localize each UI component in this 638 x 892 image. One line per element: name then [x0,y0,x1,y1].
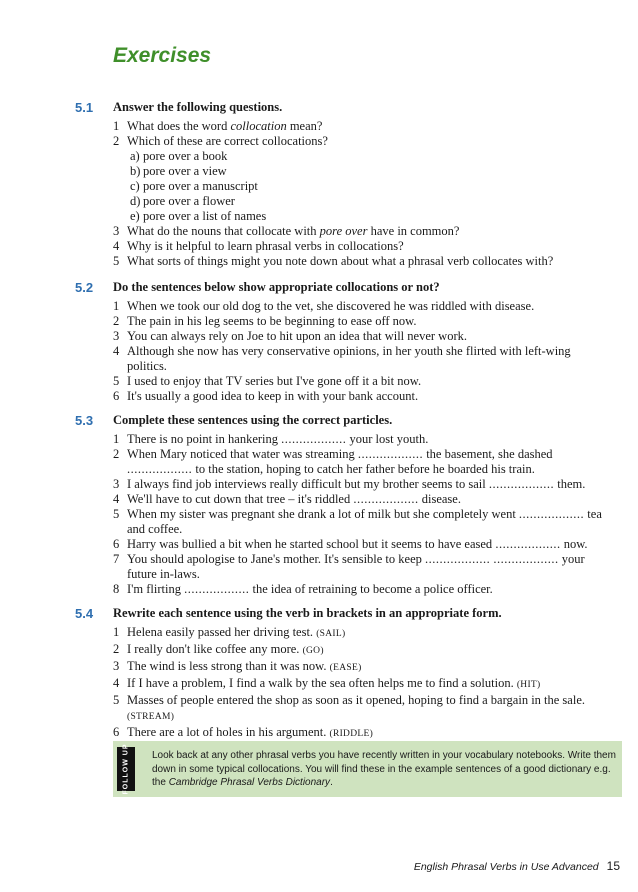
question-item: 6 Harry was bullied a bit when he started school but it seems to have eased .................. now. [113,537,588,551]
question-item: 6 It's usually a good idea to keep in with your bank account. [113,389,419,403]
question-item: 3 I always find job interviews really difficult but my brother seems to sail .................. them. [113,477,586,491]
page-title: Exercises [113,44,212,67]
question-item: 5 When my sister was pregnant she drank a lot of milk but she completely went .................. tea and coffee. [113,507,602,536]
question-item: 8 I'm flirting .................. the idea of retraining to become a police officer. [113,582,493,596]
page-footer [414,859,620,873]
follow-up-text: Look back at any other phrasal verbs you have recently written in your vocabulary notebooks. Write them down in some typical collocations. You will find these in the example sentences of a good dictionary e.g. the Cambridge Phrasal Verbs Dictionary. [152,750,616,788]
question-item: 5 Masses of people entered the shop as soon as it opened, hoping to find a bargain in the sale. (STREAM) [113,693,585,722]
follow-up-tab: FOLLOW UP [117,747,135,791]
question-item: 4 Although she now has very conservative opinions, in her youth she flirted with left-wing politics. [113,344,571,373]
exercise-number: 5.3 [75,413,94,428]
question-item: 7 You should apologise to Jane's mother. It's sensible to keep .................. .................. your future in-laws. [113,552,585,581]
answer-blank: .................. [127,462,193,476]
question-item: 3 You can always rely on Joe to hit upon an idea that will never work. [113,329,467,343]
answer-blank: .................. [353,492,419,506]
follow-up-box [113,741,622,797]
exercise-instruction: Rewrite each sentence using the verb in brackets in an appropriate form. [113,606,502,620]
verb-hint: (GO) [302,646,324,656]
question-item: 1 Helena easily passed her driving test. (SAIL) [113,625,346,639]
question-item: 2 Which of these are correct collocations? [113,134,328,148]
answer-blank: .................. [281,432,347,446]
exercise-number: 5.2 [75,280,94,295]
question-item: 5 I used to enjoy that TV series but I've gone off it a bit now. [113,374,422,388]
option-item: b) pore over a view [130,164,227,178]
book-title: English Phrasal Verbs in Use Advanced [413,861,599,873]
answer-blank: .................. [518,507,585,521]
answer-blank: .................. [493,552,559,566]
option-item: a) pore over a book [130,149,228,163]
question-item: 3 The wind is less strong than it was now. (EASE) [113,659,362,673]
exercise-instruction: Do the sentences below show appropriate collocations or not? [113,280,440,294]
question-item: 4 We'll have to cut down that tree – it's riddled .................. disease. [113,492,461,506]
question-item: 3 What do the nouns that collocate with pore over have in common? [113,224,460,238]
page-number: 15 [606,859,620,873]
question-item: 1 When we took our old dog to the vet, she discovered he was riddled with disease. [113,299,535,313]
exercise-number: 5.1 [75,100,94,115]
answer-blank: .................. [495,537,561,551]
question-item: 2 When Mary noticed that water was streaming .................. the basement, she dashed .................. to the station, hoping to catch her father before he boarded his train. [113,447,553,476]
answer-blank: .................. [488,477,555,491]
exercise-number: 5.4 [75,606,94,621]
option-item: c) pore over a manuscript [130,179,258,193]
question-item: 4 Why is it helpful to learn phrasal verbs in collocations? [113,239,404,253]
answer-blank: .................. [357,447,424,461]
answer-blank: .................. [425,552,491,566]
verb-hint: (HIT) [516,680,541,690]
verb-hint: (EASE) [329,663,362,673]
question-item: 4 If I have a problem, I find a walk by the sea often helps me to find a solution. (HIT) [113,676,541,690]
question-item: 5 What sorts of things might you note down about what a phrasal verb collocates with? [113,254,554,268]
answer-blank: .................. [184,582,250,596]
option-item: d) pore over a flower [130,194,235,208]
exercise-instruction: Complete these sentences using the correct particles. [113,413,393,427]
verb-hint: (RIDDLE) [329,729,374,739]
question-item: 2 I really don't like coffee any more. (GO) [113,642,324,656]
question-item: 1 There is no point in hankering .................. your lost youth. [113,432,429,446]
verb-hint: (STREAM) [127,712,175,722]
option-item: e) pore over a list of names [130,209,267,223]
verb-hint: (SAIL) [316,629,346,639]
question-item: 6 There are a lot of holes in his argument. (RIDDLE) [113,725,374,739]
exercise-instruction: Answer the following questions. [113,100,283,114]
question-item: 1 What does the word collocation mean? [113,119,323,133]
question-item: 2 The pain in his leg seems to be beginning to ease off now. [113,314,417,328]
